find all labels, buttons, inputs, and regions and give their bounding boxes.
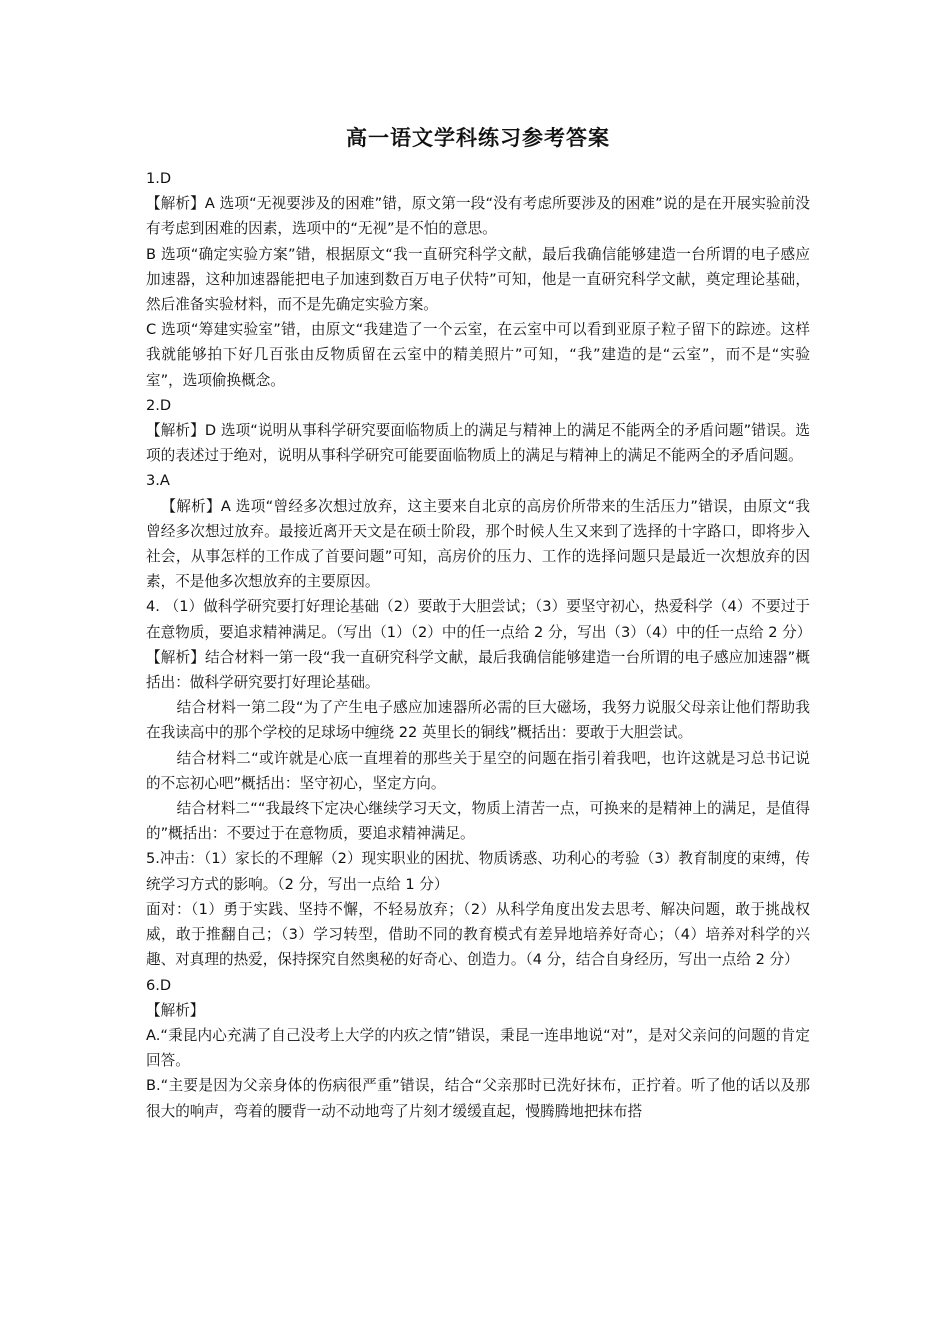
document-body [146, 166, 810, 1124]
analysis-paragraph: 【解析】D 选项“说明从事科学研究要面临物质上的满足与精神上的满足不能两全的矛盾问题”错误。选项的表述过于绝对，说明从事科学研究可能要面临物质上的满足与精神上的满足不能两全的矛盾问题。 [146, 422, 810, 465]
analysis-paragraph: 【解析】结合材料一第一段“我一直研究科学文献，最后我确信能够建造一台所谓的电子感应加速器”概括出：做科学研究要打好理论基础。 [146, 648, 810, 692]
answer-paragraph: 4. （1）做科学研究要打好理论基础（2）要敢于大胆尝试；（3）要坚守初心，热爱科学（4）不要过于在意物质，要追求精神满足。（写出（1）（2）中的任一点给 2 分，写出（3）（4）中的任一点给 2 分） [146, 598, 812, 641]
page-title: 高一语文学科练习参考答案 [346, 125, 610, 150]
answer-number: 6.D [146, 976, 172, 994]
answer-paragraph: 5.冲击：（1）家长的不理解（2）现实职业的困扰、物质诱惑、功利心的考验（3）教育制度的束缚，传统学习方式的影响。（2 分，写出一点给 1 分） [146, 850, 810, 893]
analysis-paragraph: A.“秉昆内心充满了自己没考上大学的内疚之情”错误，秉昆一连串地说“对”，是对父亲问的问题的肯定回答。 [146, 1026, 810, 1070]
analysis-paragraph: B.“主要是因为父亲身体的伤病很严重”错误，结合“父亲那时已洗好抹布，正拧着。听了他的话以及那很大的响声，弯着的腰背一动不动地弯了片刻才缓缓直起，慢腾腾地把抹布搭 [146, 1077, 810, 1120]
analysis-heading: 【解析】 [146, 1001, 205, 1019]
answer-paragraph: 面对：（1）勇于实践、坚持不懈，不轻易放弃；（2）从科学角度出发去思考、解决问题，敢于挑战权威，敢于推翻自己；（3）学习转型，借助不同的教育模式有差异地培养好奇心；（4）培养对科学的兴趣、对真理的热爱，保持探究自然奥秘的好奇心、创造力。（4 分，结合自身经历，写出一点给 2 分） [146, 900, 810, 969]
answer-number: 2.D [146, 396, 172, 414]
answer-number: 1.D [146, 170, 172, 187]
analysis-paragraph: 【解析】A 选项“曾经多次想过放弃，这主要来自北京的高房价所带来的生活压力”错误，由原文“我曾经多次想过放弃。最接近离开天文是在硕士阶段，那个时候人生又来到了选择的十字路口，即将步入社会，从事怎样的工作成了首要问题”可知，高房价的压力、工作的选择问题只是最近一次想放弃的因素，不是他多次想放弃的主要原因。 [146, 497, 810, 591]
analysis-paragraph: 结合材料二““我最终下定决心继续学习天文，物质上清苦一点，可换来的是精神上的满足，是值得的”概括出：不要过于在意物质，要追求精神满足。 [146, 800, 810, 843]
answer-number: 3.A [146, 472, 170, 490]
analysis-paragraph: 【解析】A 选项“无视要涉及的困难”错，原文第一段“没有考虑所要涉及的困难”说的是在开展实验前没有考虑到困难的因素，选项中的“无视”是不怕的意思。 [146, 195, 810, 238]
analysis-paragraph: 结合材料二“或许就是心底一直埋着的那些关于星空的问题在指引着我吧，也许这就是习总书记说的不忘初心吧”概括出：坚守初心，坚定方向。 [146, 749, 810, 792]
analysis-paragraph: 结合材料一第二段“为了产生电子感应加速器所必需的巨大磁场，我努力说服父母亲让他们帮助我在我读高中的那个学校的足球场中缠绕 22 英里长的铜线”概括出：要敢于大胆尝试。 [146, 699, 810, 742]
analysis-paragraph: B 选项“确定实验方案”错，根据原文“我一直研究科学文献，最后我确信能够建造一台所谓的电子感应加速器，这种加速器能把电子加速到数百万电子伏特”可知，他是一直研究科学文献，奠定理论基础，然后准备实验材料，而不是先确定实验方案。 [146, 245, 810, 314]
analysis-paragraph: C 选项“筹建实验室”错，由原文“我建造了一个云室，在云室中可以看到亚原子粒子留下的踪迹。这样我就能够拍下好几百张由反物质留在云室中的精美照片”可知，“我”建造的是“云室”，而不是“实验室”，选项偷换概念。 [146, 321, 810, 389]
